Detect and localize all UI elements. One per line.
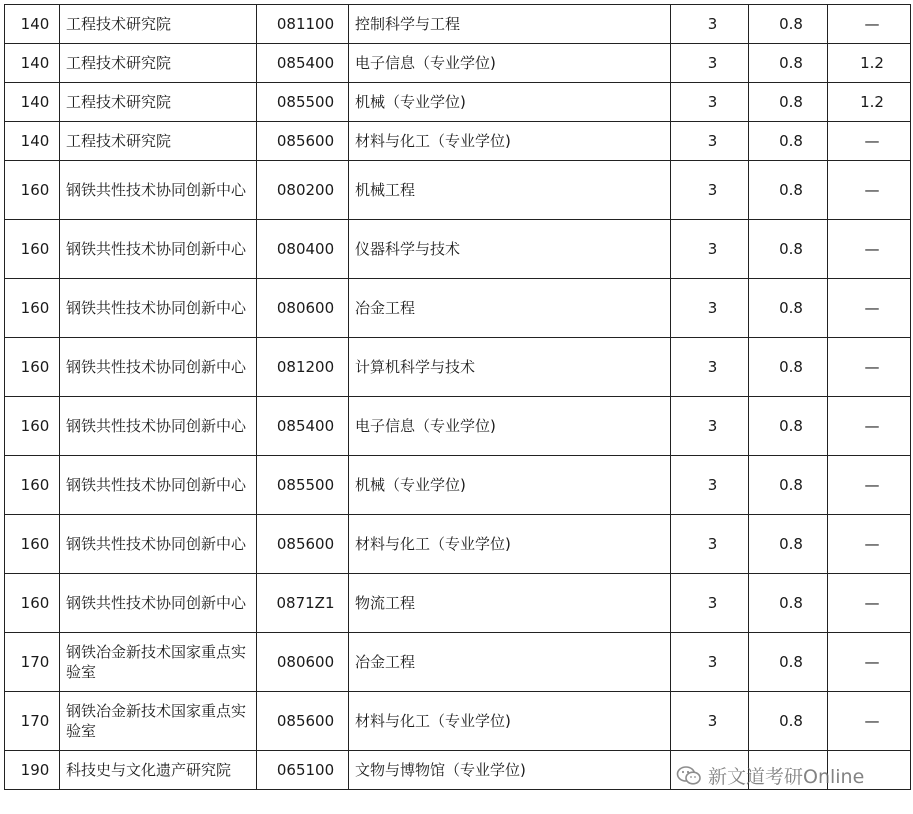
major-name-cell: 材料与化工（专业学位)	[349, 692, 671, 751]
unit-name-cell: 钢铁共性技术协同创新中心	[60, 338, 257, 397]
unit-code-cell: 160	[5, 456, 60, 515]
value-2-cell: 0.8	[749, 220, 828, 279]
value-1-cell: 3	[671, 574, 749, 633]
major-code-cell: 080400	[257, 220, 349, 279]
value-3-cell: 1.2	[828, 83, 911, 122]
major-code-cell: 080600	[257, 279, 349, 338]
major-name-cell: 冶金工程	[349, 279, 671, 338]
value-3-cell: —	[828, 456, 911, 515]
major-code-cell: 080600	[257, 633, 349, 692]
table-row	[5, 692, 911, 751]
value-1-cell: 3	[671, 122, 749, 161]
unit-code-cell: 170	[5, 692, 60, 751]
table-row	[5, 751, 911, 790]
value-1-cell: 3	[671, 397, 749, 456]
table-row	[5, 122, 911, 161]
value-2-cell: 0.8	[749, 515, 828, 574]
major-name-cell: 仪器科学与技术	[349, 220, 671, 279]
value-3-cell: —	[828, 161, 911, 220]
unit-name-cell: 钢铁共性技术协同创新中心	[60, 456, 257, 515]
table-row	[5, 44, 911, 83]
value-3-cell: —	[828, 692, 911, 751]
table-row	[5, 515, 911, 574]
value-3-cell: 1.2	[828, 44, 911, 83]
value-2-cell: 0.8	[749, 633, 828, 692]
major-code-cell: 081200	[257, 338, 349, 397]
unit-code-cell: 170	[5, 633, 60, 692]
value-1-cell: 3	[671, 83, 749, 122]
value-2-cell: 0.8	[749, 574, 828, 633]
unit-code-cell: 140	[5, 83, 60, 122]
major-name-cell: 机械工程	[349, 161, 671, 220]
value-3-cell: —	[828, 279, 911, 338]
unit-name-cell: 钢铁共性技术协同创新中心	[60, 574, 257, 633]
value-2-cell: 0.8	[749, 397, 828, 456]
unit-code-cell: 160	[5, 220, 60, 279]
value-1-cell: 3	[671, 338, 749, 397]
value-3-cell: —	[828, 574, 911, 633]
value-1-cell: 3	[671, 456, 749, 515]
major-code-cell: 080200	[257, 161, 349, 220]
major-name-cell: 机械（专业学位)	[349, 456, 671, 515]
major-code-cell: 085500	[257, 83, 349, 122]
value-2-cell	[749, 751, 828, 790]
value-1-cell: 3	[671, 692, 749, 751]
value-3-cell: —	[828, 633, 911, 692]
unit-name-cell: 钢铁共性技术协同创新中心	[60, 161, 257, 220]
major-code-cell: 0871Z1	[257, 574, 349, 633]
value-1-cell: 3	[671, 633, 749, 692]
table-row	[5, 220, 911, 279]
major-code-cell: 081100	[257, 5, 349, 44]
unit-name-cell: 工程技术研究院	[60, 44, 257, 83]
major-name-cell: 控制科学与工程	[349, 5, 671, 44]
unit-code-cell: 160	[5, 279, 60, 338]
table-row	[5, 574, 911, 633]
value-2-cell: 0.8	[749, 279, 828, 338]
major-code-cell: 085500	[257, 456, 349, 515]
table-row	[5, 5, 911, 44]
table-row	[5, 456, 911, 515]
unit-code-cell: 160	[5, 338, 60, 397]
unit-name-cell: 工程技术研究院	[60, 83, 257, 122]
value-3-cell: —	[828, 220, 911, 279]
value-2-cell: 0.8	[749, 122, 828, 161]
unit-code-cell: 160	[5, 574, 60, 633]
watermark-text: 新文道考研Online	[708, 766, 865, 788]
major-code-cell: 065100	[257, 751, 349, 790]
value-2-cell: 0.8	[749, 338, 828, 397]
table-row	[5, 279, 911, 338]
unit-name-cell: 钢铁冶金新技术国家重点实验室	[60, 633, 257, 692]
value-2-cell: 0.8	[749, 83, 828, 122]
unit-name-cell: 工程技术研究院	[60, 122, 257, 161]
value-3-cell: —	[828, 515, 911, 574]
major-name-cell: 计算机科学与技术	[349, 338, 671, 397]
score-table	[4, 4, 911, 790]
value-3-cell: —	[828, 338, 911, 397]
unit-name-cell: 钢铁共性技术协同创新中心	[60, 397, 257, 456]
value-3-cell: —	[828, 5, 911, 44]
major-code-cell: 085400	[257, 44, 349, 83]
major-name-cell: 物流工程	[349, 574, 671, 633]
unit-code-cell: 140	[5, 122, 60, 161]
major-code-cell: 085600	[257, 692, 349, 751]
value-1-cell: 3	[671, 5, 749, 44]
unit-code-cell: 160	[5, 397, 60, 456]
table-row	[5, 161, 911, 220]
major-name-cell: 冶金工程	[349, 633, 671, 692]
value-2-cell: 0.8	[749, 456, 828, 515]
unit-code-cell: 140	[5, 5, 60, 44]
unit-name-cell: 钢铁冶金新技术国家重点实验室	[60, 692, 257, 751]
table-row	[5, 397, 911, 456]
major-name-cell: 机械（专业学位)	[349, 83, 671, 122]
value-3-cell: —	[828, 397, 911, 456]
value-2-cell: 0.8	[749, 161, 828, 220]
value-1-cell: 3	[671, 161, 749, 220]
unit-code-cell: 190	[5, 751, 60, 790]
major-name-cell: 电子信息（专业学位)	[349, 397, 671, 456]
unit-name-cell: 钢铁共性技术协同创新中心	[60, 515, 257, 574]
value-1-cell: 3	[671, 220, 749, 279]
unit-code-cell: 140	[5, 44, 60, 83]
unit-name-cell: 钢铁共性技术协同创新中心	[60, 279, 257, 338]
value-3-cell: —	[828, 122, 911, 161]
value-2-cell: 0.8	[749, 5, 828, 44]
major-code-cell: 085400	[257, 397, 349, 456]
value-1-cell: 3	[671, 44, 749, 83]
major-code-cell: 085600	[257, 122, 349, 161]
value-1-cell	[671, 751, 749, 790]
table-row	[5, 338, 911, 397]
major-name-cell: 材料与化工（专业学位)	[349, 515, 671, 574]
unit-code-cell: 160	[5, 515, 60, 574]
major-code-cell: 085600	[257, 515, 349, 574]
value-1-cell: 3	[671, 515, 749, 574]
major-name-cell: 文物与博物馆（专业学位)	[349, 751, 671, 790]
unit-code-cell: 160	[5, 161, 60, 220]
major-name-cell: 材料与化工（专业学位)	[349, 122, 671, 161]
table-row	[5, 83, 911, 122]
value-2-cell: 0.8	[749, 692, 828, 751]
table-row	[5, 633, 911, 692]
value-3-cell	[828, 751, 911, 790]
unit-name-cell: 工程技术研究院	[60, 5, 257, 44]
unit-name-cell: 钢铁共性技术协同创新中心	[60, 220, 257, 279]
value-1-cell: 3	[671, 279, 749, 338]
unit-name-cell: 科技史与文化遗产研究院	[60, 751, 257, 790]
value-2-cell: 0.8	[749, 44, 828, 83]
major-name-cell: 电子信息（专业学位)	[349, 44, 671, 83]
